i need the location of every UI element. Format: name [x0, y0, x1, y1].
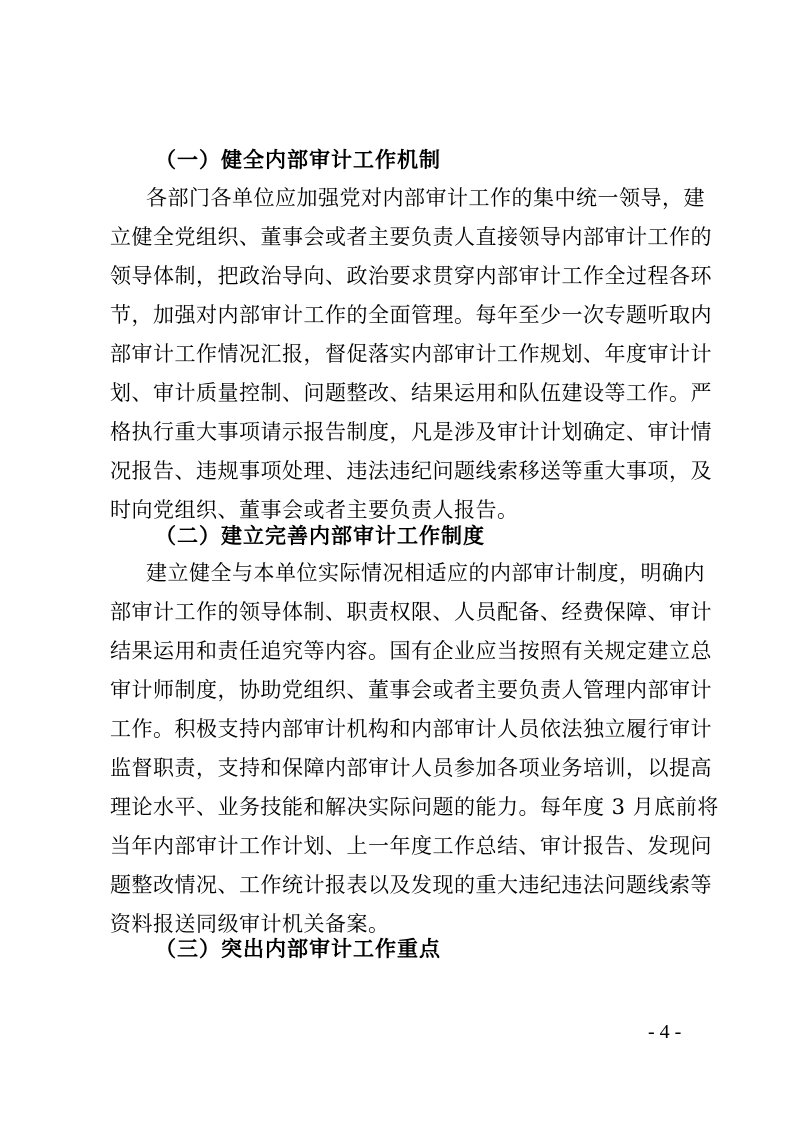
paragraph-line: 当年内部审计工作计划、上一年度工作总结、审计报告、发现问 [110, 834, 712, 858]
paragraph-line: 各部门各单位应加强党对内部审计工作的集中统一领导，建 [146, 186, 705, 210]
paragraph-line: 部审计工作情况汇报，督促落实内部审计工作规划、年度审计计 [110, 342, 712, 366]
paragraph-line: 理论水平、业务技能和解决实际问题的能力。每年度 3 月底前将 [110, 795, 719, 819]
section-heading-3: （三）突出内部审计工作重点 [155, 937, 441, 961]
paragraph-line: 领导体制，把政治导向、政治要求贯穿内部审计工作全过程各环 [110, 264, 712, 288]
section-heading-1: （一）健全内部审计工作机制 [155, 148, 441, 172]
paragraph-line: 资料报送同级审计机关备案。 [110, 912, 390, 936]
paragraph-line: 格执行重大事项请示报告制度，凡是涉及审计计划确定、审计情 [110, 420, 712, 444]
paragraph-line: 工作。积极支持内部审计机构和内部审计人员依法独立履行审计 [110, 717, 712, 741]
paragraph-line: 部审计工作的领导体制、职责权限、人员配备、经费保障、审计 [110, 600, 712, 624]
paragraph-line: 时向党组织、董事会或者主要负责人报告。 [110, 498, 519, 522]
paragraph-line: 划、审计质量控制、问题整改、结果运用和队伍建设等工作。严 [110, 381, 712, 405]
paragraph-line: 立健全党组织、董事会或者主要负责人直接领导内部审计工作的 [110, 225, 712, 249]
page-number: - 4 - [648, 1021, 682, 1043]
paragraph-line: 节，加强对内部审计工作的全面管理。每年至少一次专题听取内 [110, 303, 712, 327]
paragraph-line: 题整改情况、工作统计报表以及发现的重大违纪违法问题线索等 [110, 873, 712, 897]
paragraph-line: 况报告、违规事项处理、违法违纪问题线索移送等重大事项，及 [110, 459, 712, 483]
paragraph-line: 监督职责，支持和保障内部审计人员参加各项业务培训，以提高 [110, 756, 712, 780]
paragraph-line: 审计师制度，协助党组织、董事会或者主要负责人管理内部审计 [110, 678, 712, 702]
paragraph-line: 结果运用和责任追究等内容。国有企业应当按照有关规定建立总 [110, 639, 712, 663]
section-heading-2: （二）建立完善内部审计工作制度 [155, 524, 485, 548]
paragraph-line: 建立健全与本单位实际情况相适应的内部审计制度，明确内 [146, 561, 705, 585]
